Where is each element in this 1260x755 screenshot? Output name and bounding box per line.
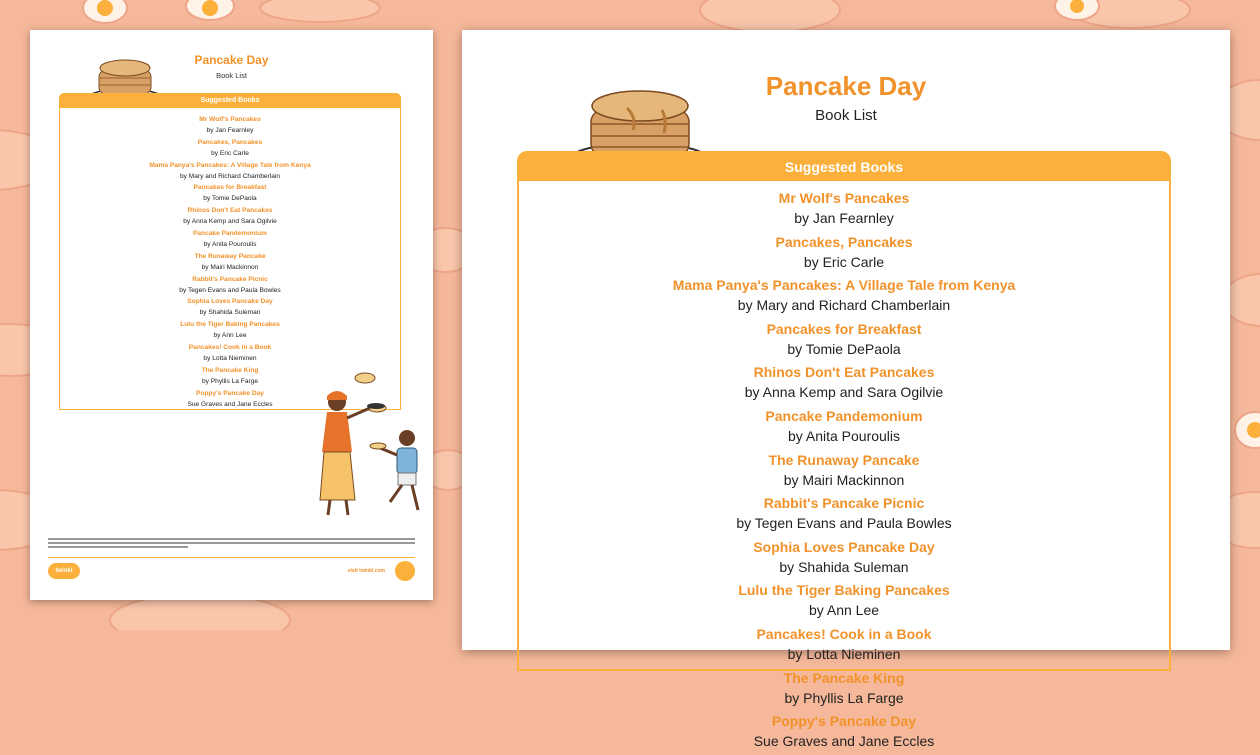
book-title: Rabbit's Pancake Picnic — [192, 275, 268, 283]
book-item — [60, 114, 400, 137]
book-author: by Ann Lee — [808, 602, 880, 619]
book-author: by Phyllis La Farge — [201, 377, 259, 385]
book-title: Mama Panya's Pancakes: A Village Tale from Kenya — [149, 161, 311, 169]
book-author: Sue Graves and Jane Eccles — [187, 400, 273, 408]
book-item — [519, 275, 1169, 319]
book-title: The Pancake King — [783, 669, 905, 686]
book-author: by Tomie DePaola — [787, 340, 901, 357]
book-item — [60, 251, 400, 274]
book-title: The Pancake King — [201, 366, 259, 374]
book-title: The Runaway Pancake — [194, 252, 266, 260]
book-author: by Shahida Suleman — [199, 309, 261, 317]
book-author: by Jan Fearnley — [794, 210, 894, 226]
book-author: by Anna Kemp and Sara Ogilvie — [183, 218, 277, 226]
book-item — [60, 205, 400, 228]
book-item — [519, 711, 1169, 755]
book-author: by Mairi Mackinnon — [783, 471, 905, 488]
book-item — [519, 188, 1169, 232]
book-item — [60, 182, 400, 205]
thumbnail-footer-divider — [48, 557, 415, 558]
book-author: by Eric Carle — [211, 149, 249, 157]
book-title: Mr Wolf's Pancakes — [778, 190, 910, 206]
book-title: Pancakes! Cook in a Book — [188, 343, 272, 351]
thumbnail-footer-url: visit twinkl.com — [347, 568, 385, 574]
book-title: Poppy's Pancake Day — [196, 389, 264, 397]
book-list — [519, 181, 1169, 755]
book-author: by Mairi Mackinnon — [201, 263, 259, 271]
book-title: Lulu the Tiger Baking Pancakes — [738, 582, 950, 599]
page-title: Pancake Day — [765, 71, 927, 101]
book-author: by Shahida Suleman — [779, 558, 909, 575]
book-author: by Lotta Nieminen — [203, 354, 257, 362]
thumbnail-section-header: Suggested Books — [60, 94, 400, 108]
book-item — [519, 668, 1169, 712]
book-item — [519, 580, 1169, 624]
book-item — [519, 362, 1169, 406]
book-title: Sophia Loves Pancake Day — [187, 298, 273, 306]
book-author: by Tegen Evans and Paula Bowles — [736, 515, 952, 532]
book-author: by Phyllis La Farge — [784, 689, 904, 706]
book-item — [519, 319, 1169, 363]
book-item — [519, 624, 1169, 668]
book-author: by Anna Kemp and Sara Ogilvie — [744, 384, 944, 401]
book-item — [519, 450, 1169, 494]
book-item — [519, 537, 1169, 581]
book-author: by Anita Pouroulis — [787, 427, 901, 444]
book-author: by Eric Carle — [803, 253, 885, 270]
book-title: Pancakes, Pancakes — [197, 138, 263, 146]
thumbnail-disclaimer — [48, 537, 415, 552]
book-title: Mr Wolf's Pancakes — [199, 116, 261, 123]
thumbnail-page — [30, 30, 433, 600]
book-title: Pancakes for Breakfast — [193, 184, 267, 192]
section-header: Suggested Books — [519, 153, 1169, 181]
book-author: Sue Graves and Jane Eccles — [753, 733, 935, 750]
book-author: by Lotta Nieminen — [787, 645, 901, 662]
book-item — [60, 274, 400, 297]
book-list-box — [517, 151, 1171, 750]
book-title: The Runaway Pancake — [768, 451, 920, 468]
document-page — [462, 30, 1230, 750]
book-title: Rhinos Don't Eat Pancakes — [187, 207, 273, 215]
book-item — [60, 319, 400, 342]
book-item — [519, 232, 1169, 276]
book-author: by Ann Lee — [213, 332, 247, 340]
quality-badge-icon — [395, 561, 415, 581]
people-cooking-illustration — [310, 360, 440, 520]
book-item — [519, 406, 1169, 450]
book-author: by Jan Fearnley — [206, 127, 254, 134]
book-title: Pancake Pandemonium — [765, 407, 923, 424]
page-subtitle: Book List — [815, 107, 877, 124]
book-author: by Tomie DePaola — [203, 195, 257, 203]
book-author: by Anita Pouroulis — [203, 240, 257, 248]
book-author: by Tegen Evans and Paula Bowles — [179, 286, 281, 294]
book-item — [519, 493, 1169, 537]
book-title: Pancakes! Cook in a Book — [756, 625, 932, 642]
book-title: Mama Panya's Pancakes: A Village Tale from Kenya — [672, 277, 1016, 294]
book-author: by Mary and Richard Chamberlain — [737, 297, 951, 314]
book-title: Lulu the Tiger Baking Pancakes — [180, 321, 280, 329]
book-title: Rhinos Don't Eat Pancakes — [753, 364, 935, 381]
book-title: Sophia Loves Pancake Day — [753, 538, 935, 555]
book-title: Pancakes for Breakfast — [766, 320, 922, 337]
thumbnail-title: Pancake Day — [194, 53, 269, 67]
book-item — [60, 296, 400, 319]
book-item — [60, 137, 400, 160]
twinkl-logo: twinkl — [48, 563, 80, 579]
book-author: by Mary and Richard Chamberlain — [179, 172, 281, 180]
book-title: Poppy's Pancake Day — [771, 713, 917, 730]
book-title: Rabbit's Pancake Picnic — [763, 495, 925, 512]
book-item — [60, 228, 400, 251]
book-title: Pancakes, Pancakes — [775, 233, 913, 250]
thumbnail-subtitle: Book List — [216, 71, 247, 80]
book-item — [60, 160, 400, 183]
book-title: Pancake Pandemonium — [192, 229, 268, 237]
